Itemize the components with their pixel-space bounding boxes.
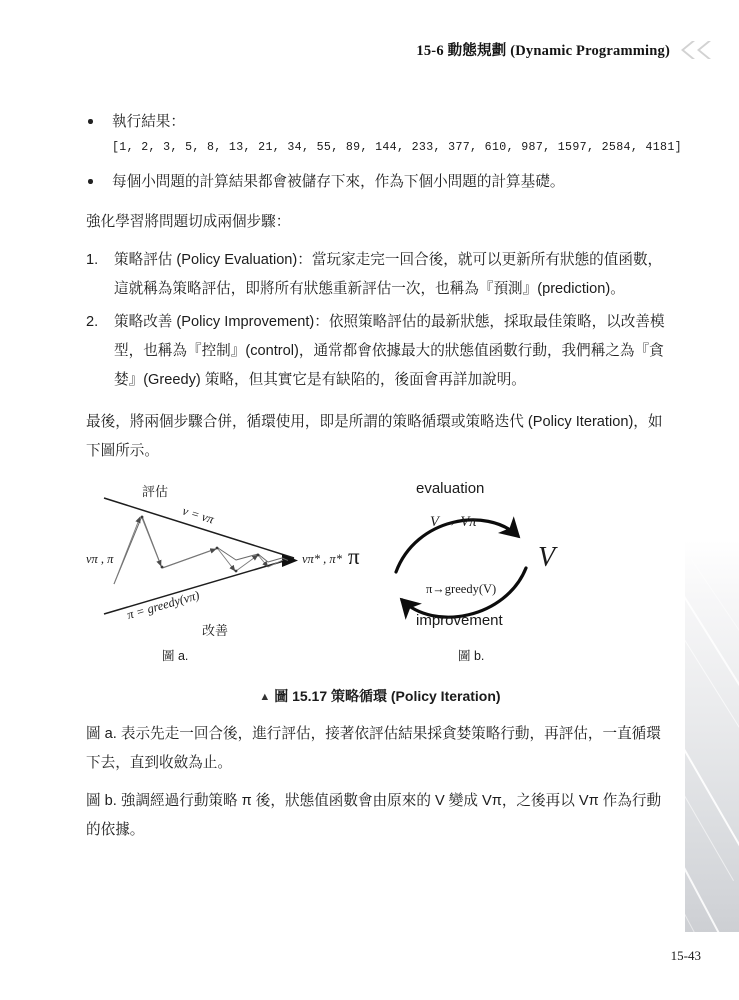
fig-b-right-symbol: V bbox=[538, 542, 556, 573]
list-item bbox=[86, 246, 674, 304]
fig-b-bottom-arrow-text: π→greedy(V) bbox=[426, 582, 497, 596]
page-content bbox=[86, 108, 682, 845]
intro-paragraph: 強化學習將問題切成兩個步驟： bbox=[86, 214, 291, 230]
list-item-number: 2. bbox=[86, 314, 99, 330]
decorative-gradient-band bbox=[685, 540, 739, 932]
fig-a-end-label: vπ* , π* bbox=[302, 552, 342, 566]
after-list-paragraph: 最後，將兩個步驟合併，循環使用，即是所謂的策略循環或策略迭代 (Policy Iteration)，如下圖所示。 bbox=[86, 414, 663, 459]
fig-b-top-arrow-text: V → Vπ bbox=[430, 514, 477, 530]
bullet-text: 執行結果： bbox=[112, 114, 185, 130]
bullet-dot-icon bbox=[88, 119, 93, 124]
caption-triangle-icon: ▲ bbox=[259, 691, 271, 703]
fig-a-start-label: vπ , π bbox=[86, 552, 114, 566]
list-item bbox=[86, 308, 674, 395]
list-item-number: 1. bbox=[86, 252, 99, 268]
header-title: 15-6 動態規劃 (Dynamic Programming) bbox=[416, 42, 670, 59]
bullet-text: 每個小問題的計算結果都會被儲存下來，作為下個小問題的計算基礎。 bbox=[112, 174, 565, 190]
fig-b-bottom-label: improvement bbox=[416, 612, 503, 629]
steps-list bbox=[86, 246, 674, 395]
figure-15-17 bbox=[86, 476, 674, 684]
running-header bbox=[416, 38, 711, 60]
fig-a-eq-bottom: π = greedy(vπ) bbox=[125, 588, 201, 623]
fig-a-eq-top: v = vπ bbox=[180, 503, 216, 527]
page-number: 15-43 bbox=[670, 948, 701, 963]
fig-a-description: 圖 a. 表示先走一回合後，進行評估，接著依評估結果採貪婪策略行動，再評估，一直循環下去，直到收斂為止。 bbox=[86, 726, 661, 771]
list-item-text: 策略評估 (Policy Evaluation)：當玩家走完一回合後，就可以更新所有狀態的值函數，這就稱為策略評估，即將所有狀態重新評估一次，也稱為『預測』(prediction)。 bbox=[114, 252, 663, 297]
fig-a-bottom-line-label: 改善 bbox=[202, 623, 229, 638]
figure-caption bbox=[86, 686, 674, 706]
double-chevron-left-icon bbox=[680, 40, 711, 60]
fig-b-label: 圖 b. bbox=[458, 649, 485, 663]
code-output: [1, 2, 3, 5, 8, 13, 21, 34, 55, 89, 144, 233, 377, 610, 987, 1597, 2584, 4181] bbox=[112, 141, 682, 154]
bullet-item bbox=[86, 168, 674, 197]
bullet-dot-icon bbox=[88, 179, 93, 184]
fig-a-top-line-label: 評估 bbox=[142, 484, 169, 499]
list-item-text: 策略改善 (Policy Improvement)：依照策略評估的最新狀態，採取最佳策略，以改善模型，也稱為『控制』(control)，通常都會依據最大的狀態值函數行動，我們稱之為『貪婪』(Greedy) 策略，但其實它是有缺陷的，後面會再詳加說明。 bbox=[114, 314, 665, 388]
bullet-item bbox=[86, 108, 674, 137]
caption-text: 圖 15.17 策略循環 (Policy Iteration) bbox=[274, 688, 501, 704]
fig-a-label: 圖 a. bbox=[162, 649, 189, 663]
fig-a-pi-symbol: π bbox=[348, 544, 360, 569]
fig-b-top-label: evaluation bbox=[416, 480, 485, 497]
fig-b-description: 圖 b. 強調經過行動策略 π 後，狀態值函數會由原來的 V 變成 Vπ，之後再以 Vπ 作為行動的依據。 bbox=[86, 793, 662, 838]
